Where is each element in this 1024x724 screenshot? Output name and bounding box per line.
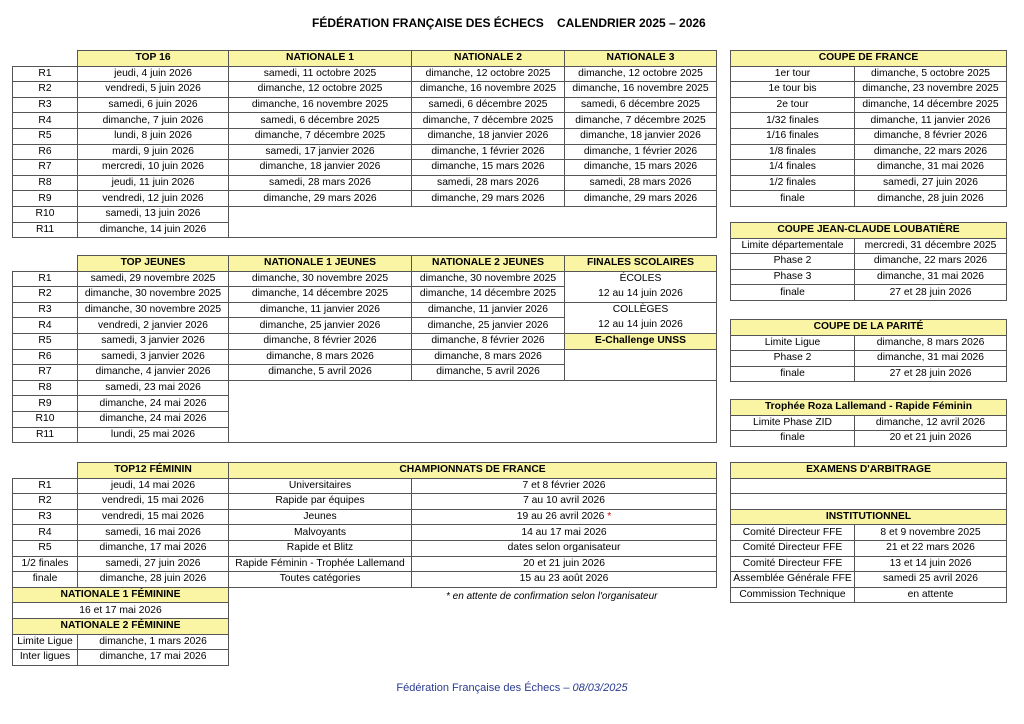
header-row — [731, 400, 1007, 416]
round-label: R10 — [13, 206, 78, 222]
date-cell: dimanche, 31 mai 2026 — [855, 160, 1007, 176]
scolaires-cell — [565, 365, 717, 381]
date-cell: dimanche, 14 juin 2026 — [78, 222, 229, 238]
table-row — [13, 540, 229, 556]
date-text: 15 au 23 août 2026 — [519, 573, 609, 585]
table-championnats — [228, 462, 717, 588]
date-text: dates selon organisateur — [507, 542, 621, 554]
header-row — [731, 463, 1007, 479]
column-header: TOP12 FÉMININ — [78, 463, 229, 479]
scolaires-cell — [565, 349, 717, 365]
round-label: R9 — [13, 396, 78, 412]
table-row — [13, 128, 717, 144]
date-cell — [412, 572, 717, 588]
table-roza — [730, 399, 1007, 447]
date-text: 7 et 8 février 2026 — [522, 479, 606, 491]
round-label: R1 — [13, 66, 78, 82]
table-coupe-france — [730, 50, 1007, 207]
table-youth — [12, 255, 717, 443]
table-row — [731, 366, 1007, 382]
event-label: Toutes catégories — [229, 572, 412, 588]
header-row — [13, 587, 229, 603]
date-cell: vendredi, 5 juin 2026 — [78, 82, 229, 98]
date-cell: dimanche, 5 octobre 2025 — [855, 66, 1007, 82]
date-cell: dimanche, 8 mars 2026 — [412, 349, 565, 365]
table-examens — [730, 462, 1007, 603]
table-row — [229, 478, 717, 494]
event-label: 2e tour — [731, 97, 855, 113]
date-cell: dimanche, 14 décembre 2025 — [855, 97, 1007, 113]
section-header: COUPE JEAN-CLAUDE LOUBATIÈRE — [731, 223, 1007, 239]
date-cell: vendredi, 2 janvier 2026 — [78, 318, 229, 334]
federation-title: FÉDÉRATION FRANÇAISE DES ÉCHECS — [312, 16, 544, 30]
empty-block — [229, 206, 717, 237]
date-cell: samedi, 23 mai 2026 — [78, 380, 229, 396]
section-header: COUPE DE FRANCE — [731, 51, 1007, 67]
event-label: Universitaires — [229, 478, 412, 494]
date-cell: 21 et 22 mars 2026 — [855, 540, 1007, 556]
table-row — [731, 285, 1007, 301]
asterisk-mark: * — [607, 511, 612, 523]
table-row — [13, 113, 717, 129]
table-row — [731, 556, 1007, 572]
date-cell: samedi, 6 juin 2026 — [78, 97, 229, 113]
date-cell: samedi, 3 janvier 2026 — [78, 349, 229, 365]
empty-block — [229, 380, 717, 442]
date-cell: mardi, 9 juin 2026 — [78, 144, 229, 160]
date-cell: dimanche, 31 mai 2026 — [855, 269, 1007, 285]
header-row — [13, 51, 717, 67]
table-row — [13, 365, 717, 381]
date-cell: dimanche, 5 avril 2026 — [412, 365, 565, 381]
date-cell: samedi 25 avril 2026 — [855, 572, 1007, 588]
table-row — [13, 572, 229, 588]
table-row — [731, 191, 1007, 207]
date-cell: dimanche, 30 novembre 2025 — [229, 271, 412, 287]
date-cell: dimanche, 22 mars 2026 — [855, 144, 1007, 160]
blank-header — [13, 463, 78, 479]
table-row — [13, 333, 717, 349]
date-cell: dimanche, 7 décembre 2025 — [229, 128, 412, 144]
table-row — [13, 603, 229, 619]
column-header: NATIONALE 1 — [229, 51, 412, 67]
round-label: R6 — [13, 144, 78, 160]
round-label: finale — [13, 572, 78, 588]
date-text: 7 au 10 avril 2026 — [523, 495, 605, 507]
date-cell: vendredi, 15 mai 2026 — [78, 494, 229, 510]
date-cell: dimanche, 25 janvier 2026 — [412, 318, 565, 334]
date-cell: samedi, 28 mars 2026 — [229, 175, 412, 191]
event-label: finale — [731, 366, 855, 382]
table-row — [13, 175, 717, 191]
date-cell: dimanche, 14 décembre 2025 — [229, 287, 412, 303]
date-cell: dimanche, 18 janvier 2026 — [229, 160, 412, 176]
date-cell: samedi, 6 décembre 2025 — [229, 113, 412, 129]
table-row — [229, 509, 717, 525]
date-cell: samedi, 6 décembre 2025 — [565, 97, 717, 113]
table-row — [731, 160, 1007, 176]
column-header — [13, 51, 78, 67]
table-loubatiere — [730, 222, 1007, 301]
table-row — [13, 525, 229, 541]
date-cell: dimanche, 12 octobre 2025 — [412, 66, 565, 82]
event-label: finale — [731, 191, 855, 207]
table-row — [13, 556, 229, 572]
table-row — [13, 318, 717, 334]
table-row — [13, 144, 717, 160]
date-cell: dimanche, 28 juin 2026 — [855, 191, 1007, 207]
date-cell — [412, 478, 717, 494]
event-label: 1/2 finales — [731, 175, 855, 191]
date-cell: dimanche, 16 novembre 2025 — [229, 97, 412, 113]
date-cell — [412, 540, 717, 556]
header-row — [13, 256, 717, 272]
date-cell: dimanche, 7 juin 2026 — [78, 113, 229, 129]
date-cell: vendredi, 15 mai 2026 — [78, 509, 229, 525]
date-cell: samedi, 3 janvier 2026 — [78, 333, 229, 349]
date-cell: dimanche, 8 mars 2026 — [855, 335, 1007, 351]
event-label: finale — [731, 285, 855, 301]
date-cell: dimanche, 1 février 2026 — [412, 144, 565, 160]
event-label: 1e tour bis — [731, 82, 855, 98]
round-label: R5 — [13, 333, 78, 349]
header-row — [731, 320, 1007, 336]
e-challenge-unss-header: E-Challenge UNSS — [565, 333, 717, 349]
date-cell: samedi, 6 décembre 2025 — [412, 97, 565, 113]
event-label: Comité Directeur FFE — [731, 525, 855, 541]
date-cell: dimanche, 11 janvier 2026 — [412, 302, 565, 318]
table-women — [12, 462, 229, 666]
table-row — [13, 349, 717, 365]
event-label: Comité Directeur FFE — [731, 556, 855, 572]
event-label: Limite Phase ZID — [731, 415, 855, 431]
date-cell: dimanche, 1 février 2026 — [565, 144, 717, 160]
header-row — [13, 618, 229, 634]
round-label: R5 — [13, 128, 78, 144]
date-cell: mercredi, 31 décembre 2025 — [855, 238, 1007, 254]
table-row — [731, 82, 1007, 98]
table-row — [13, 634, 229, 650]
column-header: NATIONALE 2 JEUNES — [412, 256, 565, 272]
column-header: NATIONALE 2 — [412, 51, 565, 67]
footer-date: 08/03/2025 — [572, 682, 628, 694]
header-row — [731, 223, 1007, 239]
date-cell: dimanche, 25 janvier 2026 — [229, 318, 412, 334]
date-cell: dimanche, 14 décembre 2025 — [412, 287, 565, 303]
event-label: Phase 2 — [731, 254, 855, 270]
footer-sep: – — [560, 682, 573, 694]
table-row — [13, 97, 717, 113]
table-row — [13, 650, 229, 666]
date-cell: dimanche, 30 novembre 2025 — [78, 287, 229, 303]
event-label: Commission Technique — [731, 587, 855, 603]
date-cell: 13 et 14 juin 2026 — [855, 556, 1007, 572]
round-label: R3 — [13, 302, 78, 318]
round-label: R2 — [13, 82, 78, 98]
table-row — [731, 431, 1007, 447]
date-cell: lundi, 25 mai 2026 — [78, 427, 229, 443]
date-cell: 27 et 28 juin 2026 — [855, 285, 1007, 301]
table-row — [13, 478, 229, 494]
event-label: Malvoyants — [229, 525, 412, 541]
date-cell: dimanche, 29 mars 2026 — [412, 191, 565, 207]
section-header: COUPE DE LA PARITÉ — [731, 320, 1007, 336]
footer — [0, 682, 1024, 694]
column-header: TOP 16 — [78, 51, 229, 67]
round-label: R1 — [13, 271, 78, 287]
date-cell: dimanche, 1 mars 2026 — [78, 634, 229, 650]
table-row — [731, 351, 1007, 367]
round-label: R5 — [13, 540, 78, 556]
date-cell: dimanche, 30 novembre 2025 — [78, 302, 229, 318]
section-header: CHAMPIONNATS DE FRANCE — [229, 463, 717, 479]
date-cell: samedi, 27 juin 2026 — [855, 175, 1007, 191]
round-label: R9 — [13, 191, 78, 207]
date-cell: samedi, 27 juin 2026 — [78, 556, 229, 572]
date-cell: samedi, 28 mars 2026 — [412, 175, 565, 191]
date-cell: dimanche, 8 mars 2026 — [229, 349, 412, 365]
round-label: R3 — [13, 97, 78, 113]
round-label: R4 — [13, 113, 78, 129]
table-row — [731, 335, 1007, 351]
table-row — [13, 160, 717, 176]
table-row — [731, 587, 1007, 603]
event-label: 1er tour — [731, 66, 855, 82]
column-header: FINALES SCOLAIRES — [565, 256, 717, 272]
table-leagues — [12, 50, 717, 238]
round-label: R4 — [13, 525, 78, 541]
date-cell — [412, 494, 717, 510]
table-row — [13, 509, 229, 525]
date-cell: en attente — [855, 587, 1007, 603]
round-label: R7 — [13, 365, 78, 381]
date-text: 14 au 17 mai 2026 — [521, 526, 607, 538]
round-label: R7 — [13, 160, 78, 176]
date-cell: jeudi, 14 mai 2026 — [78, 478, 229, 494]
round-label: Limite Ligue — [13, 634, 78, 650]
date-cell: dimanche, 7 décembre 2025 — [565, 113, 717, 129]
table-row — [13, 287, 717, 303]
table-row — [731, 572, 1007, 588]
date-cell: dimanche, 8 février 2026 — [229, 333, 412, 349]
event-label: finale — [731, 431, 855, 447]
date-cell — [412, 556, 717, 572]
event-label: Phase 2 — [731, 351, 855, 367]
event-label: 1/16 finales — [731, 128, 855, 144]
column-header — [13, 256, 78, 272]
table-row — [731, 175, 1007, 191]
footer-org: Fédération Française des Échecs — [396, 682, 561, 694]
date-cell: samedi, 13 juin 2026 — [78, 206, 229, 222]
date-cell: 8 et 9 novembre 2025 — [855, 525, 1007, 541]
event-label: Phase 3 — [731, 269, 855, 285]
date-cell: dimanche, 8 février 2026 — [855, 128, 1007, 144]
date-cell: dimanche, 23 novembre 2025 — [855, 82, 1007, 98]
event-label: Rapide Féminin - Trophée Lallemand — [229, 556, 412, 572]
empty-row — [731, 478, 1007, 494]
section-header: INSTITUTIONNEL — [731, 509, 1007, 525]
date-cell: dimanche, 30 novembre 2025 — [412, 271, 565, 287]
date-cell: jeudi, 11 juin 2026 — [78, 175, 229, 191]
header-row — [731, 51, 1007, 67]
table-row — [229, 556, 717, 572]
date-cell: dimanche, 17 mai 2026 — [78, 540, 229, 556]
event-label: Rapide par équipes — [229, 494, 412, 510]
date-cell: jeudi, 4 juin 2026 — [78, 66, 229, 82]
table-row — [13, 82, 717, 98]
table-row — [13, 271, 717, 287]
header-row — [229, 463, 717, 479]
round-label: R11 — [13, 222, 78, 238]
table-row — [731, 525, 1007, 541]
date-cell: vendredi, 12 juin 2026 — [78, 191, 229, 207]
date-cell — [412, 509, 717, 525]
table-row — [229, 494, 717, 510]
section-header: NATIONALE 2 FÉMININE — [13, 618, 229, 634]
header-row — [13, 463, 229, 479]
round-label: R8 — [13, 175, 78, 191]
empty-row — [731, 494, 1007, 510]
event-label: Rapide et Blitz — [229, 540, 412, 556]
round-label: R2 — [13, 494, 78, 510]
table-row — [731, 113, 1007, 129]
table-row — [13, 206, 717, 222]
table-row — [731, 254, 1007, 270]
date-cell: samedi, 29 novembre 2025 — [78, 271, 229, 287]
event-label: Comité Directeur FFE — [731, 540, 855, 556]
date-cell: dimanche, 24 mai 2026 — [78, 411, 229, 427]
date-cell: lundi, 8 juin 2026 — [78, 128, 229, 144]
table-row — [731, 540, 1007, 556]
date-cell: dimanche, 12 octobre 2025 — [565, 66, 717, 82]
round-label: Inter ligues — [13, 650, 78, 666]
table-row — [731, 415, 1007, 431]
date-cell: dimanche, 24 mai 2026 — [78, 396, 229, 412]
scolaires-cell: 12 au 14 juin 2026 — [565, 287, 717, 303]
table-row — [229, 572, 717, 588]
date-cell: 16 et 17 mai 2026 — [13, 603, 229, 619]
table-row — [731, 238, 1007, 254]
section-header: NATIONALE 1 FÉMININE — [13, 587, 229, 603]
scolaires-cell: 12 au 14 juin 2026 — [565, 318, 717, 334]
round-label: 1/2 finales — [13, 556, 78, 572]
table-row — [13, 191, 717, 207]
date-cell: samedi, 28 mars 2026 — [565, 175, 717, 191]
section-header: Trophée Roza Lallemand - Rapide Féminin — [731, 400, 1007, 416]
confirmation-note: * en attente de confirmation selon l'organisateur — [446, 591, 658, 602]
date-cell: dimanche, 29 mars 2026 — [229, 191, 412, 207]
date-cell: samedi, 11 octobre 2025 — [229, 66, 412, 82]
column-header: NATIONALE 3 — [565, 51, 717, 67]
date-cell: samedi, 16 mai 2026 — [78, 525, 229, 541]
round-label: R6 — [13, 349, 78, 365]
table-row — [731, 144, 1007, 160]
date-cell: dimanche, 15 mars 2026 — [412, 160, 565, 176]
date-cell: dimanche, 16 novembre 2025 — [565, 82, 717, 98]
round-label: R3 — [13, 509, 78, 525]
date-cell: dimanche, 15 mars 2026 — [565, 160, 717, 176]
column-header: NATIONALE 1 JEUNES — [229, 256, 412, 272]
date-text: 20 et 21 juin 2026 — [523, 557, 605, 569]
table-row — [13, 66, 717, 82]
table-row — [229, 525, 717, 541]
calendar-title: CALENDRIER 2025 – 2026 — [557, 16, 706, 30]
header-row — [731, 509, 1007, 525]
date-cell: dimanche, 16 novembre 2025 — [412, 82, 565, 98]
round-label: R8 — [13, 380, 78, 396]
date-cell: 20 et 21 juin 2026 — [855, 431, 1007, 447]
table-row — [731, 269, 1007, 285]
round-label: R11 — [13, 427, 78, 443]
date-cell: dimanche, 17 mai 2026 — [78, 650, 229, 666]
date-cell: dimanche, 11 janvier 2026 — [229, 302, 412, 318]
event-label: 1/4 finales — [731, 160, 855, 176]
table-row — [13, 494, 229, 510]
event-label: Assemblée Générale FFE — [731, 572, 855, 588]
date-cell: mercredi, 10 juin 2026 — [78, 160, 229, 176]
date-cell: dimanche, 28 juin 2026 — [78, 572, 229, 588]
date-cell: dimanche, 18 janvier 2026 — [565, 128, 717, 144]
date-cell: dimanche, 4 janvier 2026 — [78, 365, 229, 381]
event-label: Limite départementale — [731, 238, 855, 254]
table-row — [731, 66, 1007, 82]
section-header: EXAMENS D'ARBITRAGE — [731, 463, 1007, 479]
round-label: R10 — [13, 411, 78, 427]
date-cell: dimanche, 12 octobre 2025 — [229, 82, 412, 98]
table-row — [13, 380, 717, 396]
date-cell: dimanche, 22 mars 2026 — [855, 254, 1007, 270]
date-cell: dimanche, 29 mars 2026 — [565, 191, 717, 207]
date-cell: dimanche, 8 février 2026 — [412, 333, 565, 349]
date-cell: dimanche, 18 janvier 2026 — [412, 128, 565, 144]
table-row — [731, 128, 1007, 144]
date-cell: dimanche, 7 décembre 2025 — [412, 113, 565, 129]
event-label: Jeunes — [229, 509, 412, 525]
date-cell: dimanche, 12 avril 2026 — [855, 415, 1007, 431]
round-label: R2 — [13, 287, 78, 303]
event-label: 1/8 finales — [731, 144, 855, 160]
event-label: Limite Ligue — [731, 335, 855, 351]
scolaires-cell: ÉCOLES — [565, 271, 717, 287]
date-cell: 27 et 28 juin 2026 — [855, 366, 1007, 382]
date-cell: dimanche, 11 janvier 2026 — [855, 113, 1007, 129]
date-cell: dimanche, 5 avril 2026 — [229, 365, 412, 381]
event-label: 1/32 finales — [731, 113, 855, 129]
round-label: R4 — [13, 318, 78, 334]
table-parite — [730, 319, 1007, 382]
scolaires-cell: COLLÈGES — [565, 302, 717, 318]
table-row — [731, 97, 1007, 113]
table-row — [13, 302, 717, 318]
date-cell — [412, 525, 717, 541]
table-row — [229, 540, 717, 556]
column-header: TOP JEUNES — [78, 256, 229, 272]
table-row — [731, 494, 1007, 510]
date-cell: samedi, 17 janvier 2026 — [229, 144, 412, 160]
table-row — [731, 478, 1007, 494]
date-text: 19 au 26 avril 2026 — [516, 511, 605, 523]
round-label: R1 — [13, 478, 78, 494]
date-cell: dimanche, 31 mai 2026 — [855, 351, 1007, 367]
